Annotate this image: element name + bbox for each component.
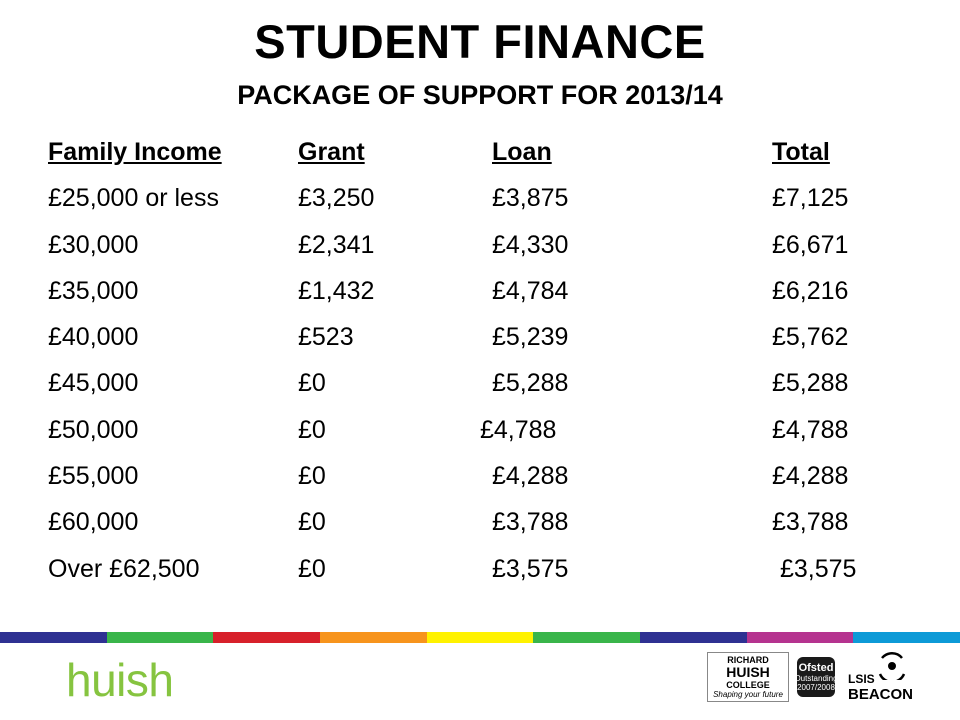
income-cell: £35,000: [48, 276, 139, 305]
table-row: [48, 317, 908, 363]
total-cell: £4,288: [772, 462, 849, 491]
loan-cell: £5,239: [492, 323, 569, 352]
lsis-line2: BEACON: [848, 686, 914, 703]
college-logo-tagline: Shaping your future: [713, 689, 783, 699]
total-cell: £6,216: [772, 276, 849, 305]
income-cell: £60,000: [48, 508, 139, 537]
lsis-beacon-logo: [848, 652, 912, 702]
ofsted-line2: 2007/2008: [797, 683, 835, 692]
total-cell: £7,125: [772, 184, 849, 213]
income-cell: £25,000 or less: [48, 184, 219, 213]
stripe-segment: [107, 632, 214, 643]
header-family-income: Family Income: [48, 138, 222, 166]
college-logo-line1: RICHARD: [727, 654, 769, 665]
stripe-segment: [0, 632, 107, 643]
lsis-line1: LSIS: [848, 672, 875, 686]
slide-subtitle: PACKAGE OF SUPPORT FOR 2013/14: [237, 80, 723, 110]
stripe-segment: [640, 632, 747, 643]
college-logo-line2: HUISH: [726, 663, 770, 680]
richard-huish-college-logo: [707, 652, 789, 702]
header-total: Total: [772, 138, 830, 166]
table-row: [48, 178, 908, 224]
header-grant: Grant: [298, 138, 365, 166]
stripe-segment: [533, 632, 640, 643]
income-cell: £30,000: [48, 230, 139, 259]
stripe-segment: [853, 632, 960, 643]
loan-cell: £5,288: [492, 369, 569, 398]
grant-cell: £2,341: [298, 230, 375, 259]
table-header-row: [48, 132, 908, 178]
income-cell: Over £62,500: [48, 554, 200, 583]
grant-cell: £3,250: [298, 184, 375, 213]
table-row: [48, 502, 908, 548]
header-loan: Loan: [492, 138, 552, 166]
ofsted-name: Ofsted: [798, 662, 834, 674]
grant-cell: £0: [298, 508, 326, 537]
total-cell: £4,788: [772, 415, 849, 444]
color-stripe: [0, 632, 960, 643]
total-cell: £5,762: [772, 323, 849, 352]
stripe-segment: [427, 632, 534, 643]
loan-cell: £4,330: [492, 230, 569, 259]
grant-cell: £523: [298, 323, 354, 352]
total-cell: £6,671: [772, 230, 849, 259]
total-cell: £3,575: [780, 554, 857, 583]
finance-table: [48, 132, 908, 595]
loan-cell: £3,788: [492, 508, 569, 537]
stripe-segment: [747, 632, 854, 643]
table-row: [48, 225, 908, 271]
loan-cell: £3,875: [492, 184, 569, 213]
loan-cell: £3,575: [492, 554, 569, 583]
ofsted-logo: [794, 657, 838, 697]
loan-cell: £4,784: [492, 276, 569, 305]
table-row: [48, 456, 908, 502]
grant-cell: £0: [298, 462, 326, 491]
huish-brand-logo: huish: [66, 654, 174, 706]
stripe-segment: [320, 632, 427, 643]
total-cell: £3,788: [772, 508, 849, 537]
ofsted-line1: Outstanding: [794, 674, 838, 683]
income-cell: £50,000: [48, 415, 139, 444]
beacon-icon: [874, 652, 910, 680]
grant-cell: £0: [298, 369, 326, 398]
slide-title: STUDENT FINANCE: [254, 15, 706, 68]
grant-cell: £0: [298, 554, 326, 583]
loan-cell: £4,788: [480, 415, 557, 444]
total-cell: £5,288: [772, 369, 849, 398]
table-row: [48, 549, 908, 595]
income-cell: £40,000: [48, 323, 139, 352]
college-logo-line3: COLLEGE: [726, 679, 770, 690]
table-row: [48, 271, 908, 317]
loan-cell: £4,288: [492, 462, 569, 491]
stripe-segment: [213, 632, 320, 643]
income-cell: £45,000: [48, 369, 139, 398]
table-row: [48, 410, 908, 456]
grant-cell: £1,432: [298, 276, 375, 305]
income-cell: £55,000: [48, 462, 139, 491]
table-row: [48, 363, 908, 409]
grant-cell: £0: [298, 415, 326, 444]
